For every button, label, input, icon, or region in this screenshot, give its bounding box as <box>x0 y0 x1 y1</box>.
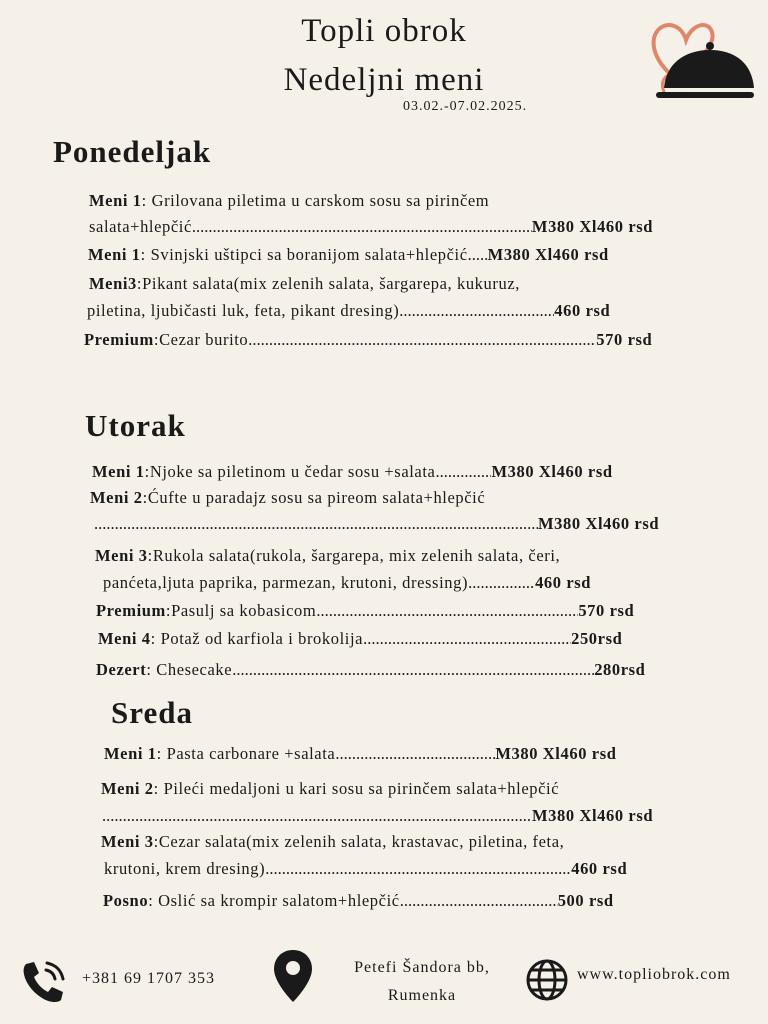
dot-leader <box>335 744 495 764</box>
dot-leader <box>399 301 554 321</box>
dot-leader <box>363 629 571 649</box>
menu-item: Meni 3:Rukola salata(rukola, šargarepa, mix zelenih salata, čeri, <box>95 546 561 565</box>
item-label: Meni 3 <box>95 546 148 565</box>
item-price: 460 rsd <box>554 301 611 320</box>
item-price: 460 rsd <box>571 859 628 878</box>
menu-item: Meni3:Pikant salata(mix zelenih salata, šargarepa, kukuruz, <box>89 274 520 293</box>
dot-leader <box>316 601 578 621</box>
menu-item: Meni 1: Grilovana piletima u carskom sosu sa pirinčem <box>89 191 490 210</box>
item-text: Ćufte u paradajz sosu sa pireom salata+hlepčić <box>147 488 486 507</box>
globe-icon <box>524 958 570 1002</box>
menu-item-cont <box>87 301 610 321</box>
dot-leader <box>400 891 558 911</box>
dot-leader <box>468 573 535 593</box>
item-text: Grilovana piletima u carskom sosu sa pirinčem <box>151 191 490 210</box>
item-price: 570 rsd <box>578 601 635 620</box>
item-label: Meni 1 <box>89 191 142 210</box>
item-text: Pikant salata(mix zelenih salata, šargarepa, kukuruz, <box>142 274 520 293</box>
menu-item: Meni 1: Pasta carbonare +salata..... M380 Xl460 rsd <box>104 744 617 764</box>
menu-item: Posno: Oslić sa krompir salatom+hlepčić..... 500 rsd <box>103 891 614 911</box>
dot-leader <box>435 462 491 482</box>
dot-leader <box>232 660 594 680</box>
item-price: 460 rsd <box>535 573 592 592</box>
menu-item-cont <box>94 514 659 534</box>
item-text: Svinjski uštipci sa boranijom salata+hlepčić <box>150 245 468 264</box>
day-heading-tuesday: Utorak <box>85 408 186 443</box>
item-label: Meni 1 <box>104 744 157 763</box>
item-text: salata+hlepčić <box>89 217 192 236</box>
item-label: Meni 1 <box>88 245 141 264</box>
day-heading-wednesday: Sreda <box>111 695 193 730</box>
menu-item: Meni 1:Njoke sa piletinom u čedar sosu +salata..... M380 Xl460 rsd <box>92 462 613 482</box>
menu-item: Dezert: Chesecake..... 280rsd <box>96 660 645 680</box>
item-price: M380 Xl460 rsd <box>532 806 654 825</box>
item-text: Rukola salata(rukola, šargarepa, mix zelenih salata, čeri, <box>152 546 561 565</box>
item-label: Meni 1 <box>92 462 145 481</box>
cloche-heart-logo <box>648 16 758 108</box>
menu-item-cont <box>102 806 653 826</box>
dot-leader <box>468 245 488 265</box>
item-label: Meni 2 <box>101 779 154 798</box>
address-line-1: Petefi Šandora bb, <box>354 959 490 976</box>
menu-item: Meni 4: Potaž od karfiola i brokolija..... 250rsd <box>98 629 622 649</box>
dot-leader <box>265 859 571 879</box>
menu-item: Premium:Cezar burito..... 570 rsd <box>84 330 652 350</box>
item-price: 570 rsd <box>596 330 653 349</box>
menu-item: Meni 2: Pileći medaljoni u kari sosu sa pirinčem salata+hlepčić <box>101 779 560 798</box>
item-price: 280rsd <box>594 660 646 679</box>
address <box>336 954 508 1010</box>
menu-item-cont <box>103 573 591 593</box>
item-label: Meni 4 <box>98 629 151 648</box>
item-text: Chesecake <box>156 660 233 679</box>
menu-item: Meni 3:Cezar salata(mix zelenih salata, krastavac, piletina, feta, <box>101 832 565 851</box>
item-label: Meni3 <box>89 274 137 293</box>
item-label: Posno <box>103 891 149 910</box>
item-label: Premium <box>96 601 166 620</box>
menu-item-cont <box>89 217 653 237</box>
item-price: M380 Xl460 rsd <box>487 245 609 264</box>
item-text: Njoke sa piletinom u čedar sosu +salata <box>149 462 436 481</box>
location-pin-icon <box>272 948 314 1004</box>
item-text: piletina, ljubičasti luk, feta, pikant dresing) <box>87 301 400 320</box>
item-text: Cezar salata(mix zelenih salata, krastavac, piletina, feta, <box>158 832 565 851</box>
item-price: 500 rsd <box>557 891 614 910</box>
phone-icon <box>20 958 68 1004</box>
dot-leader <box>102 806 532 826</box>
menu-item: Meni 2:Ćufte u paradajz sosu sa pireom salata+hlepčić <box>90 488 486 507</box>
item-text: Pasulj sa kobasicom <box>171 601 317 620</box>
phone-number[interactable]: +381 69 1707 353 <box>82 970 216 987</box>
dot-leader <box>192 217 532 237</box>
item-text: krutoni, krem dresing) <box>104 859 266 878</box>
item-price: M380 Xl460 rsd <box>491 462 613 481</box>
page-subtitle: Nedeljni meni <box>283 62 485 98</box>
menu-item: Meni 1: Svinjski uštipci sa boranijom salata+hlepčić..... M380 Xl460 rsd <box>88 245 609 265</box>
item-text: Pileći medaljoni u kari sosu sa pirinčem salata+hlepčić <box>163 779 560 798</box>
item-price: M380 Xl460 rsd <box>531 217 654 236</box>
item-text: Potaž od karfiola i brokolija <box>160 629 364 648</box>
item-text: panćeta,ljuta paprika, parmezan, krutoni, dressing) <box>103 573 469 592</box>
item-text: Cezar burito <box>159 330 249 349</box>
website-link[interactable]: www.topliobrok.com <box>577 966 731 983</box>
item-label: Meni 3 <box>101 832 154 851</box>
item-label: Dezert <box>96 660 147 679</box>
item-text: Pasta carbonare +salata <box>166 744 336 763</box>
item-text: Oslić sa krompir salatom+hlepčić <box>158 891 400 910</box>
item-label: Meni 2 <box>90 488 143 507</box>
menu-item: Premium:Pasulj sa kobasicom..... 570 rsd <box>96 601 634 621</box>
address-line-2: Rumenka <box>387 987 457 1004</box>
dot-leader <box>248 330 596 350</box>
day-heading-monday: Ponedeljak <box>53 134 212 169</box>
item-price: M380 Xl460 rsd <box>538 514 660 533</box>
item-price: M380 Xl460 rsd <box>495 744 617 763</box>
menu-item-cont <box>104 859 627 879</box>
date-range: 03.02.-07.02.2025. <box>403 99 528 114</box>
dot-leader <box>94 514 538 534</box>
item-label: Premium <box>84 330 154 349</box>
page-title: Topli obrok <box>301 13 467 49</box>
item-price: 250rsd <box>571 629 623 648</box>
